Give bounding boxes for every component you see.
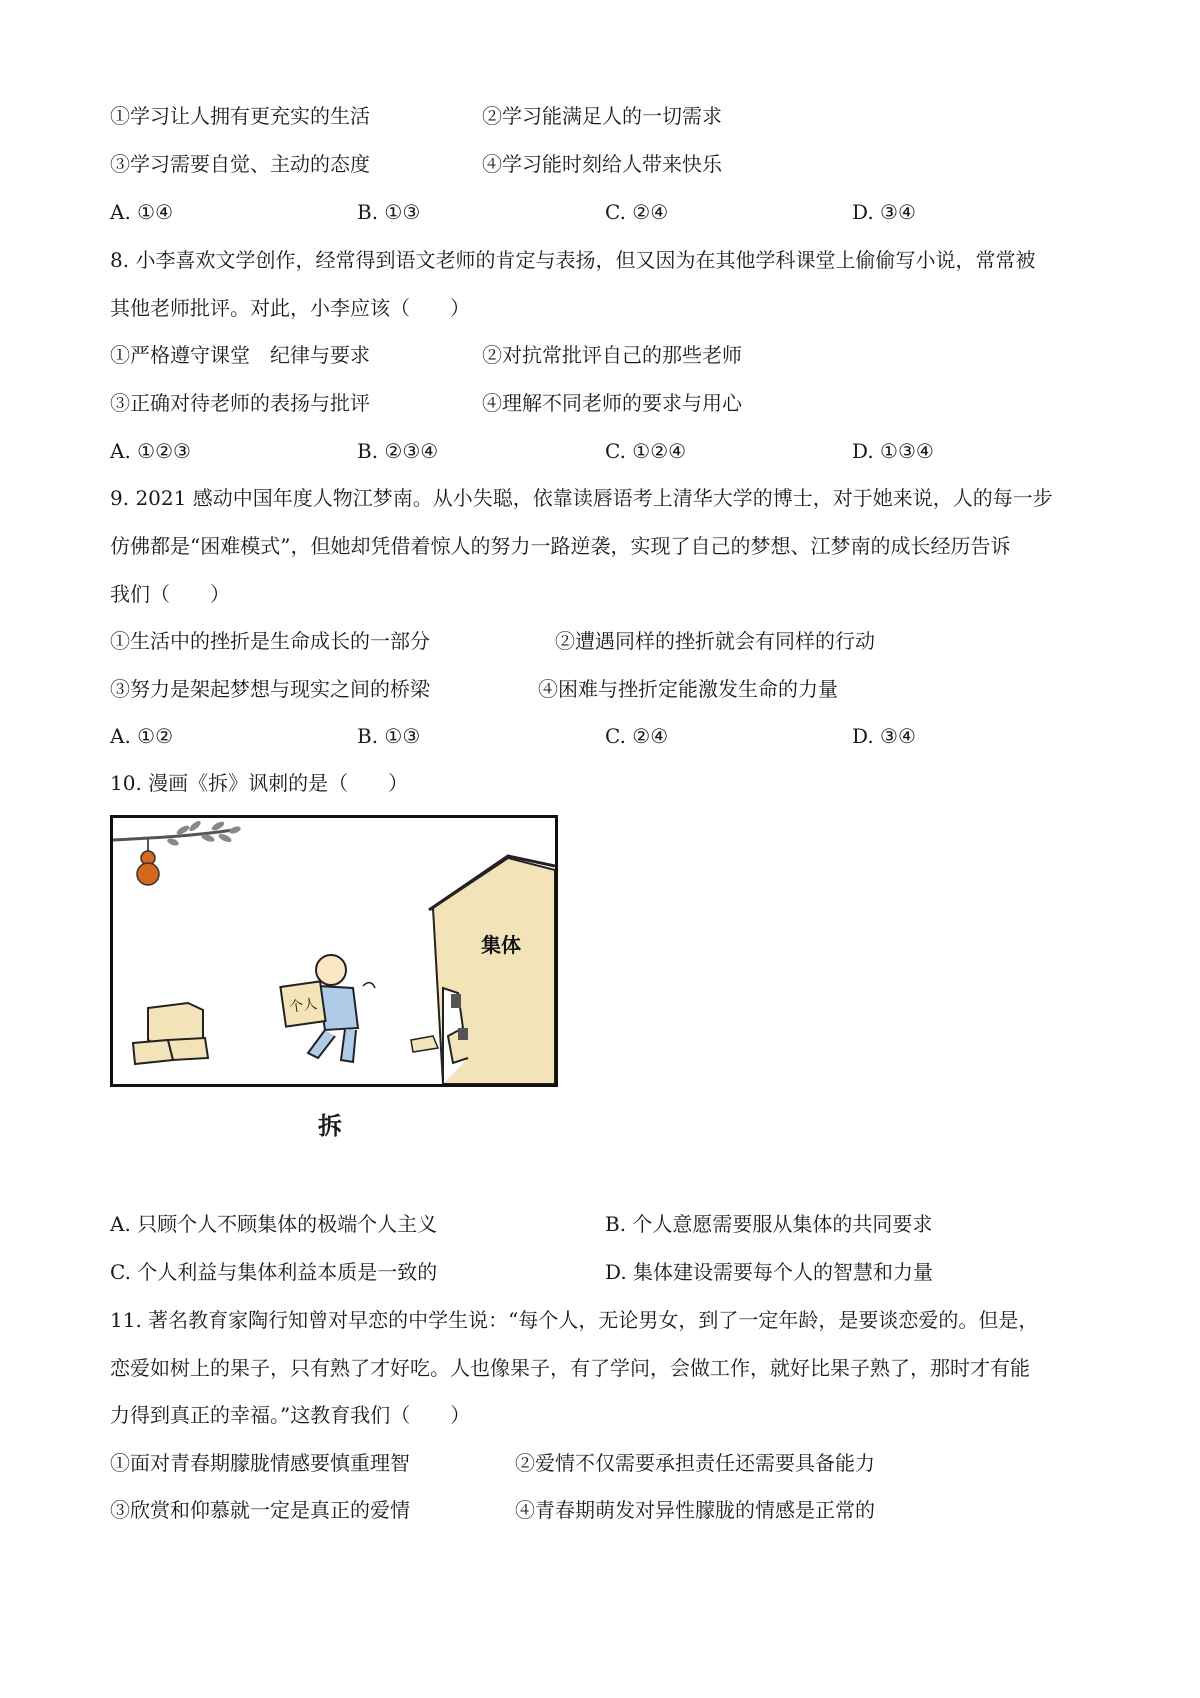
q10-choice-c: C. 个人利益与集体利益本质是一致的: [110, 1260, 438, 1284]
q9-choice-b: B. ①③: [357, 724, 421, 748]
q7-choice-d: D. ③④: [852, 200, 916, 224]
q7-choice-c: C. ②④: [605, 200, 669, 224]
q9-option-3: ③努力是架起梦想与现实之间的桥梁: [110, 677, 430, 701]
q11-option-2: ②爱情不仅需要承担责任还需要具备能力: [515, 1451, 875, 1475]
q11-stem-line2: 恋爱如树上的果子，只有熟了才好吃。人也像果子，有了学问，会做工作，就好比果子熟了，那时才有能: [110, 1356, 1030, 1380]
q9-stem-line3: 我们（ ）: [110, 582, 230, 606]
cartoon-figure: [110, 815, 558, 1087]
q9-choice-d: D. ③④: [852, 724, 916, 748]
q9-stem-line1: 9. 2021 感动中国年度人物江梦南。从小失聪，依靠读唇语考上清华大学的博士，对于她来说，人的每一步: [110, 486, 1053, 510]
q8-choice-b: B. ②③④: [357, 439, 439, 463]
q8-choice-c: C. ①②④: [605, 439, 687, 463]
q9-option-2: ②遭遇同样的挫折就会有同样的行动: [555, 629, 875, 653]
q8-choice-a: A. ①②③: [110, 439, 191, 463]
q7-choice-b: B. ①③: [357, 200, 421, 224]
q8-option-4: ④理解不同老师的要求与用心: [482, 391, 742, 415]
q10-choice-b: B. 个人意愿需要服从集体的共同要求: [605, 1212, 933, 1236]
q8-option-3: ③正确对待老师的表扬与批评: [110, 391, 370, 415]
q7-choice-a: A. ①④: [110, 200, 174, 224]
q11-stem-line3: 力得到真正的幸福。”这教育我们（ ）: [110, 1403, 471, 1427]
q7-option-4: ④学习能时刻给人带来快乐: [482, 152, 722, 176]
q7-option-1: ①学习让人拥有更充实的生活: [110, 104, 370, 128]
q10-stem: 10. 漫画《拆》讽刺的是（ ）: [110, 771, 409, 795]
q11-stem-line1: 11. 著名教育家陶行知曾对早恋的中学生说：“每个人，无论男女，到了一定年龄，是要谈恋爱的。但是，: [110, 1308, 1039, 1332]
q11-option-1: ①面对青春期朦胧情感要慎重理智: [110, 1451, 410, 1475]
q10-choice-d: D. 集体建设需要每个人的智慧和力量: [605, 1260, 934, 1284]
q9-option-4: ④困难与挫折定能激发生命的力量: [538, 677, 838, 701]
q7-option-3: ③学习需要自觉、主动的态度: [110, 152, 370, 176]
cartoon-caption: 拆: [318, 1112, 342, 1140]
q8-option-2: ②对抗常批评自己的那些老师: [482, 343, 742, 367]
q9-choice-c: C. ②④: [605, 724, 669, 748]
branch-icon: [113, 819, 242, 847]
q10-choice-a: A. 只顾个人不顾集体的极端个人主义: [110, 1212, 438, 1236]
q7-option-2: ②学习能满足人的一切需求: [482, 104, 722, 128]
cartoon-illustration: [113, 818, 555, 1084]
cartoon-label-collective: 集体: [481, 933, 521, 957]
q8-stem-line1: 8. 小李喜欢文学创作，经常得到语文老师的肯定与表扬，但又因为在其他学科课堂上偷偷写小说，常常被: [110, 248, 1036, 272]
q8-option-1: ①严格遵守课堂 纪律与要求: [110, 343, 370, 367]
cartoon-label-individual: 个人: [288, 996, 319, 1016]
q9-stem-line2: 仿佛都是“困难模式”，但她却凭借着惊人的努力一路逆袭，实现了自己的梦想、江梦南的成长经历告诉: [110, 534, 1011, 558]
q9-choice-a: A. ①②: [110, 724, 174, 748]
q11-option-3: ③欣赏和仰慕就一定是真正的爱情: [110, 1498, 410, 1522]
stacked-blocks-icon: [133, 1003, 208, 1064]
q9-option-1: ①生活中的挫折是生命成长的一部分: [110, 629, 430, 653]
q8-stem-line2: 其他老师批评。对此，小李应该（ ）: [110, 296, 470, 320]
q11-option-4: ④青春期萌发对异性朦胧的情感是正常的: [515, 1498, 875, 1522]
q8-choice-d: D. ①③④: [852, 439, 934, 463]
gourd-icon: [137, 838, 159, 885]
collective-building-icon: [429, 856, 555, 1084]
